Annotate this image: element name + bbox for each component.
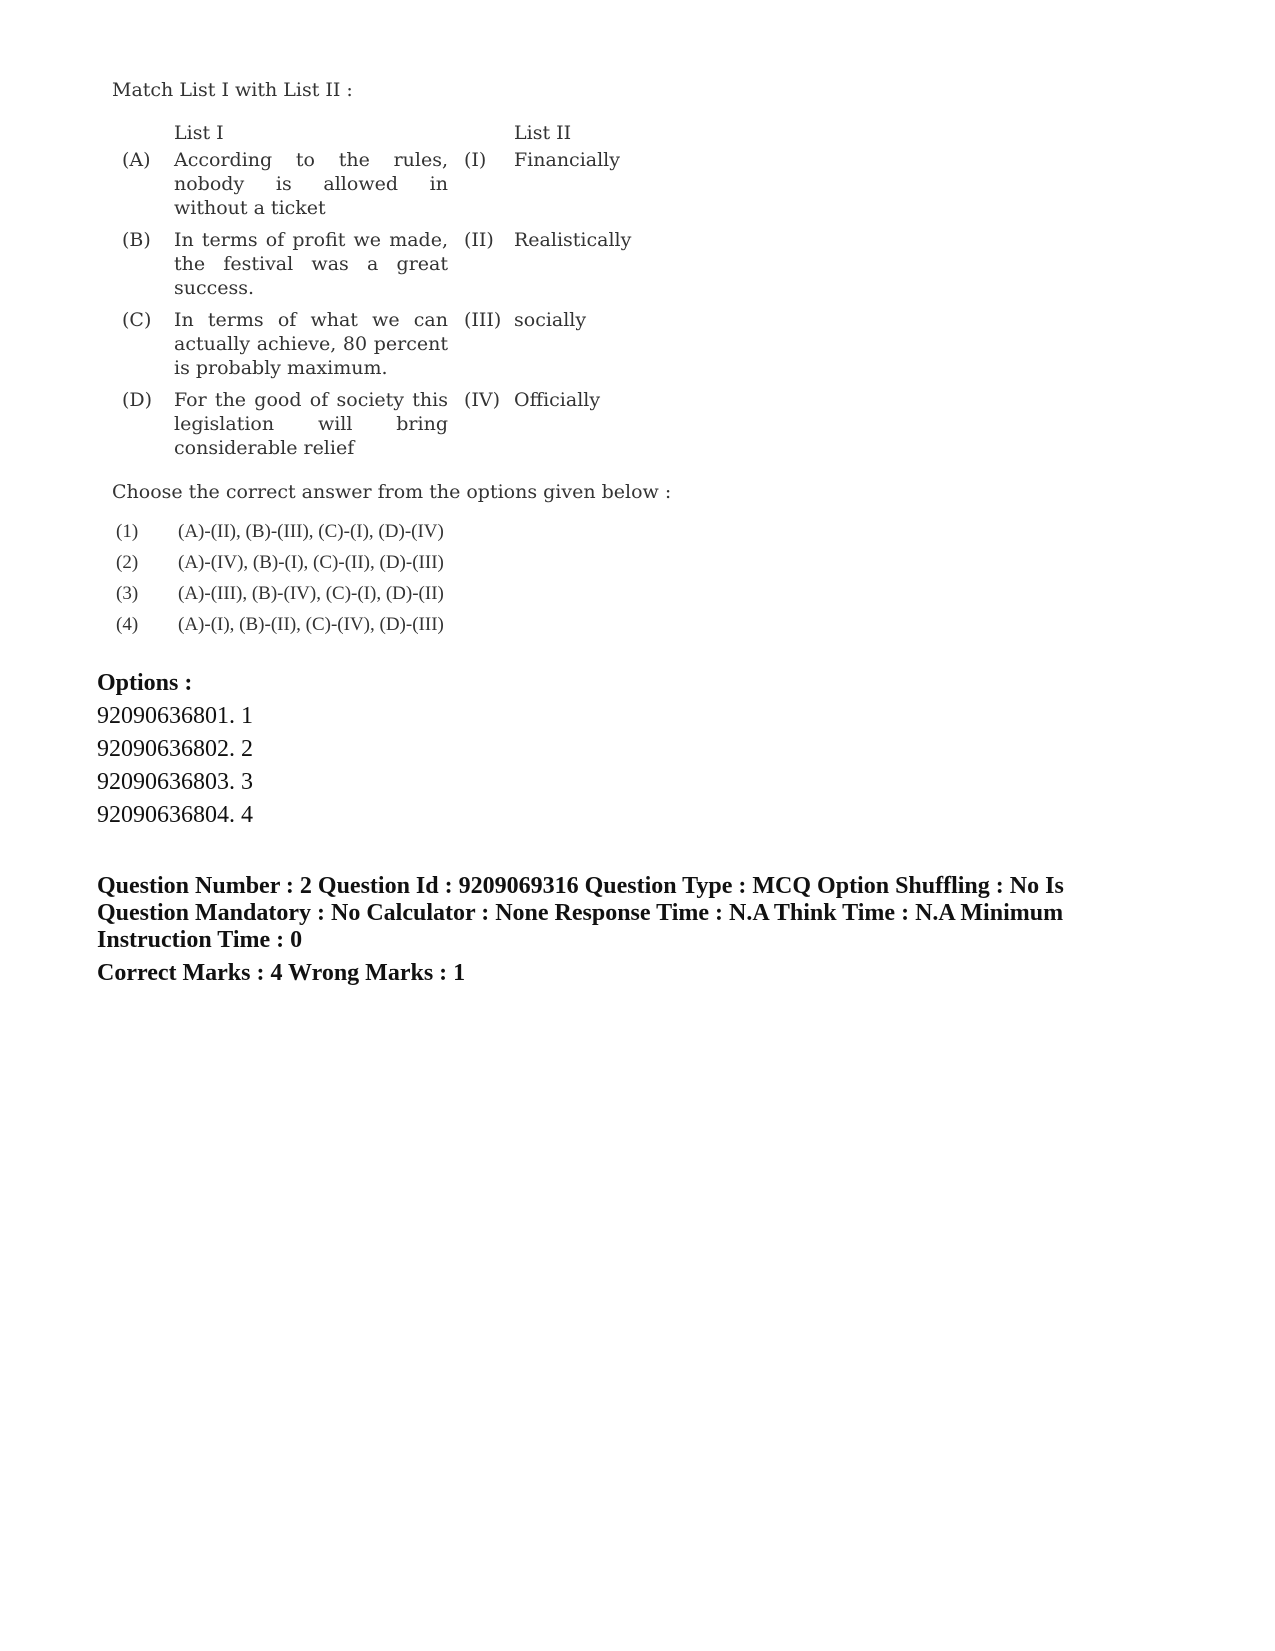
list-row-word: Financially	[514, 149, 620, 171]
option-item: 92090636801. 1	[97, 703, 253, 729]
marks-line: Correct Marks : 4 Wrong Marks : 1	[97, 960, 466, 986]
question-metadata	[97, 873, 1117, 1011]
options-heading: Options :	[97, 670, 193, 696]
list-row-text: In terms of profit we made, the festival was a great success.	[174, 229, 448, 299]
question-image	[112, 78, 672, 644]
match-list-table	[112, 122, 672, 460]
answer-choice	[112, 520, 672, 551]
list-row-word: socially	[514, 309, 587, 331]
list-row-tag: (A)	[122, 149, 151, 171]
option-item: 92090636802. 2	[97, 736, 253, 762]
option-item: 92090636803. 3	[97, 769, 253, 795]
answer-choice	[112, 582, 672, 613]
answer-choice-number: (1)	[116, 521, 139, 542]
list-row-a	[112, 148, 672, 220]
list-row-d	[112, 388, 672, 460]
list-row-text: In terms of what we can actually achieve, 80 percent is probably maximum.	[174, 309, 448, 379]
question-intro: Match List I with List II :	[112, 79, 353, 101]
list-1-header: List I	[174, 122, 224, 144]
question-meta-line: Question Mandatory : No Calculator : None Response Time : N.A Think Time : N.A Minimum	[97, 900, 1064, 926]
list-row-text: For the good of society this legislation will bring considerable relief	[174, 389, 448, 459]
list-row-roman: (II)	[464, 229, 494, 251]
answer-choice-text: (A)-(III), (B)-(IV), (C)-(I), (D)-(II)	[178, 583, 444, 604]
question-meta-line: Instruction Time : 0	[97, 927, 303, 953]
list-row-roman: (IV)	[464, 389, 501, 411]
list-header-row	[112, 122, 672, 148]
answer-choice	[112, 613, 672, 644]
list-row-tag: (C)	[122, 309, 152, 331]
answer-choice	[112, 551, 672, 582]
list-row-text: According to the rules, nobody is allowed in without a ticket	[174, 149, 448, 219]
answer-choice-text: (A)-(II), (B)-(III), (C)-(I), (D)-(IV)	[178, 521, 444, 542]
answer-choice-number: (3)	[116, 583, 139, 604]
list-row-roman: (III)	[464, 309, 502, 331]
answer-choice-text: (A)-(IV), (B)-(I), (C)-(II), (D)-(III)	[178, 552, 444, 573]
option-item: 92090636804. 4	[97, 802, 253, 828]
list-row-word: Realistically	[514, 229, 632, 251]
list-2-header: List II	[514, 122, 572, 144]
list-row-roman: (I)	[464, 149, 487, 171]
answer-choice-number: (4)	[116, 614, 139, 635]
options-section	[97, 668, 253, 832]
list-row-tag: (D)	[122, 389, 153, 411]
list-row-c	[112, 308, 672, 380]
list-row-tag: (B)	[122, 229, 151, 251]
list-row-b	[112, 228, 672, 300]
answer-choice-number: (2)	[116, 552, 139, 573]
list-row-word: Officially	[514, 389, 601, 411]
answer-choices	[112, 520, 672, 644]
answer-choice-text: (A)-(I), (B)-(II), (C)-(IV), (D)-(III)	[178, 614, 444, 635]
question-meta-line: Question Number : 2 Question Id : 9209069316 Question Type : MCQ Option Shuffling : No Is	[97, 873, 1064, 899]
choose-instruction: Choose the correct answer from the options given below :	[112, 481, 672, 503]
